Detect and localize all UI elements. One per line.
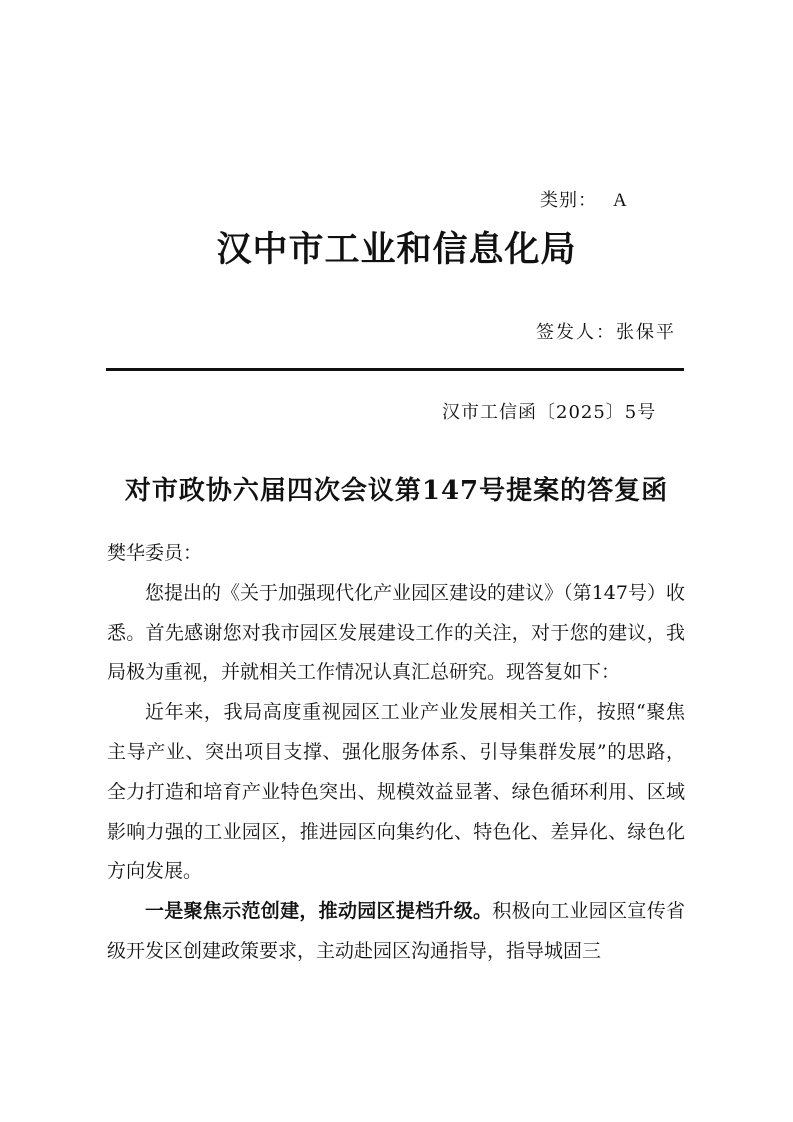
paragraph-overview: 近年来，我局高度重视园区工业产业发展相关工作，按照“聚焦主导产业、突出项目支撑、强化服务体系、引导集群发展”的思路，全力打造和培育产业特色突出、规模效益显著、绿色循环利用、区域影响力强的工业园区，推进园区向集约化、特色化、差异化、绿色化方向发展。 [107,701,685,883]
section-one-lead: 一是聚焦示范创建，推动园区提档升级。 [145,900,493,923]
issuing-agency-name: 汉中市工业和信息化局 [216,229,577,270]
document-number: 汉市工信函〔2025〕5号 [442,402,657,423]
signer: 签发人：张保平 [536,322,676,343]
paragraph-section-one [107,892,685,972]
header-separator-line [106,368,684,371]
document-title: 对市政协六届四次会议第147号提案的答复函 [124,476,669,506]
salutation: 樊华委员： [107,542,203,564]
category-value: A [613,190,628,211]
section-one-text: 积极向工业园区宣传省级开发区创建政策要求，主动赴园区沟通指导，指导城固三 [107,900,685,962]
document-body [107,534,685,972]
category-label: 类别： [540,190,597,211]
paragraph-acknowledgement: 您提出的《关于加强现代化产业园区建设的建议》（第147号）收悉。首先感谢您对我市园区发展建设工作的关注，对于您的建议，我局极为重视，并就相关工作情况认真汇总研究。现答复如下： [107,581,685,684]
document-category [540,186,628,212]
